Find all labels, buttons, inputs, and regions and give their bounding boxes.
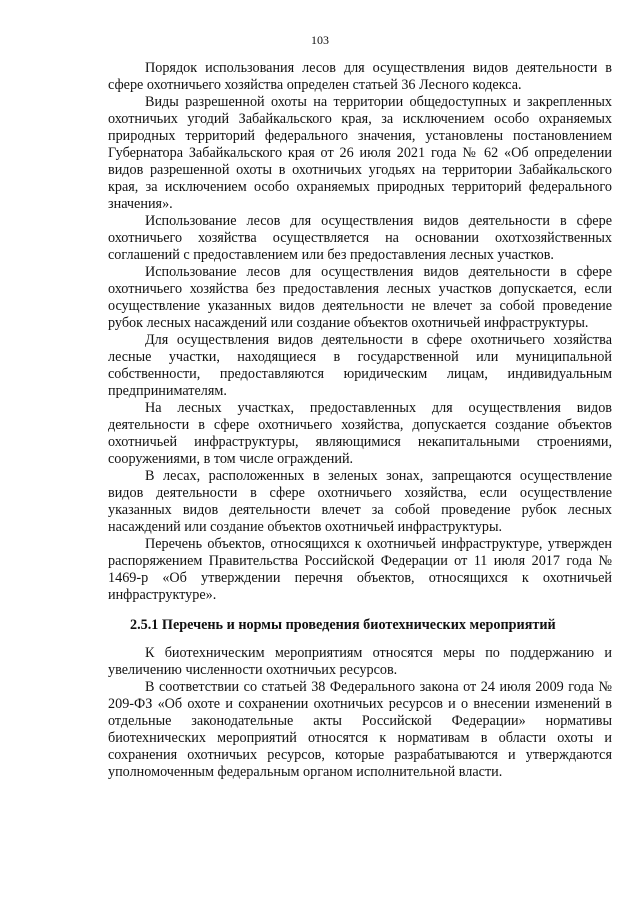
paragraph-hunting-agreements: Использование лесов для осуществления видов деятельности в сфере охотничьего хозяйства осуществляется на основании охотхозяйственных соглашений с предоставлением или без предоставления лесных участков.	[108, 213, 612, 263]
paragraph-infrastructure-creation: На лесных участках, предоставленных для осуществления видов деятельности в сфере охотничьего хозяйства, допускается создание объектов охотничьей инфраструктуры, являющимися некапитальными строениями, сооружениями, в том числе ограждений.	[108, 400, 612, 467]
paragraph-use-without-plots: Использование лесов для осуществления видов деятельности в сфере охотничьего хозяйства без предоставления лесных участков допускается, если осуществление указанных видов деятельности не влечет за собой проведение рубок лесных насаждений или создание объектов охотничьей инфраструктуры.	[108, 264, 612, 331]
page-body	[108, 60, 612, 781]
page-number: 103	[311, 33, 329, 47]
paragraph-biotechnical-definition: К биотехническим мероприятиям относятся меры по поддержанию и увеличению численности охотничьих ресурсов.	[108, 645, 612, 678]
paragraph-permitted-hunting: Виды разрешенной охоты на территории общедоступных и закрепленных охотничьих угодий Забайкальского края, за исключением особо охраняемых природных территорий федерального значения, установлены постановлением Губернатора Забайкальского края от 26 июля 2021 года № 62 «Об определении видов разрешенной охоты в охотничьих угодьях на территории Забайкальского края, за исключением особо охраняемых природных территорий федерального значения».	[108, 94, 612, 212]
paragraph-plot-provision: Для осуществления видов деятельности в сфере охотничьего хозяйства лесные участки, находящиеся в государственной или муниципальной собственности, предоставляются юридическим лицам, индивидуальным предпринимателям.	[108, 332, 612, 399]
paragraph-infrastructure-list: Перечень объектов, относящихся к охотничьей инфраструктуре, утвержден распоряжением Правительства Российской Федерации от 11 июля 2017 года № 1469-р «Об утверждении перечня объектов, относящихся к охотничьей инфраструктуре».	[108, 536, 612, 603]
section-heading: 2.5.1 Перечень и нормы проведения биотехнических мероприятий	[130, 617, 556, 633]
paragraph-federal-law: В соответствии со статьей 38 Федерального закона от 24 июля 2009 года № 209-ФЗ «Об охоте и сохранении охотничьих ресурсов и о внесении изменений в отдельные законодательные акты Российской Федерации» нормативы биотехнических мероприятий относятся к нормативам в области охоты и сохранения охотничьих ресурсов, которые разрабатываются и утверждаются уполномоченным федеральным органом исполнительной власти.	[108, 679, 612, 780]
paragraph-green-zones: В лесах, расположенных в зеленых зонах, запрещаются осуществление видов деятельности в сфере охотничьего хозяйства, если осуществление указанных видов деятельности влечет за собой проведение рубок лесных насаждений или создание объектов охотничьей инфраструктуры.	[108, 468, 612, 535]
paragraph-forest-use-order: Порядок использования лесов для осуществления видов деятельности в сфере охотничьего хозяйства определен статьей 36 Лесного кодекса.	[108, 60, 612, 93]
